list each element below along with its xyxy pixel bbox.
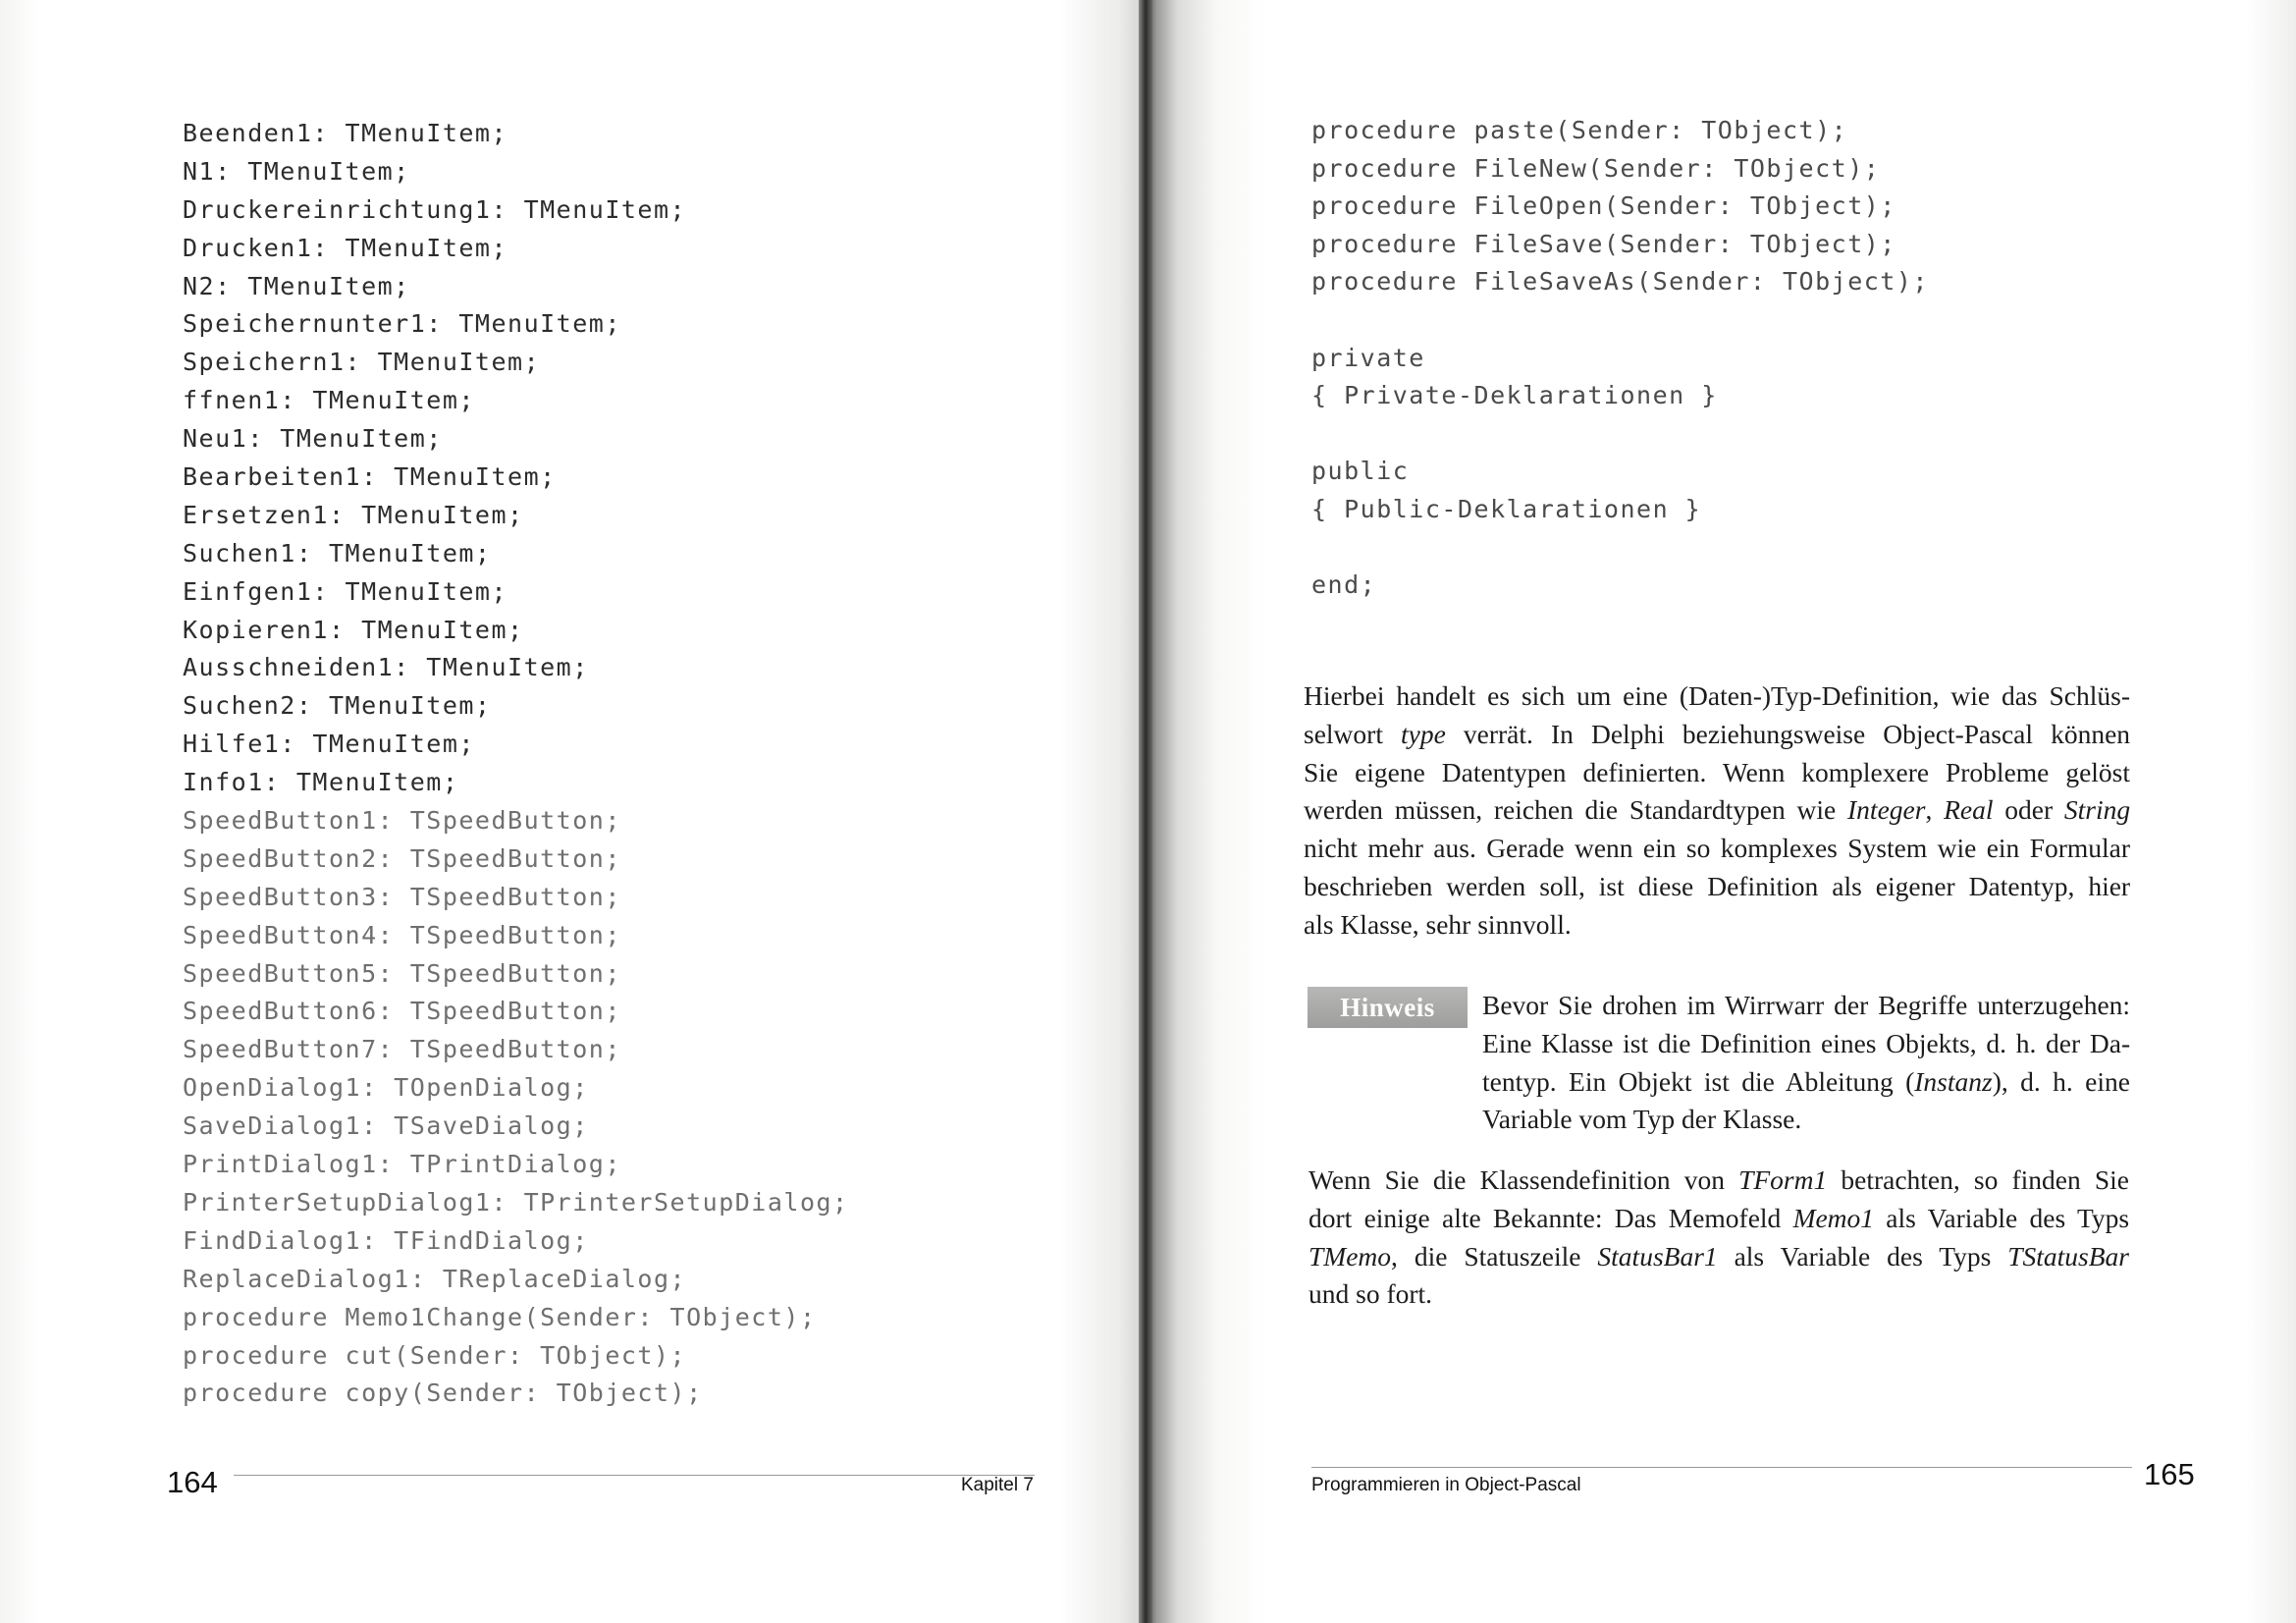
page-number-left: 164 — [167, 1465, 218, 1499]
code-line: end; — [1311, 570, 1377, 600]
paragraph-line: beschrieben werden soll, ist diese Definition als eigener Datentyp, hier — [1304, 870, 2131, 901]
paragraph-line: selwort type verrät. In Delphi beziehungsweise Object-Pascal können — [1304, 718, 2131, 749]
code-line: OpenDialog1: TOpenDialog; — [183, 1073, 589, 1103]
note-line: Eine Klasse ist die Definition eines Objekts, d. h. der Da- — [1482, 1027, 2131, 1058]
code-listing-right — [1311, 112, 1929, 605]
note-text — [1482, 987, 2130, 1139]
footer-rule-right — [1311, 1467, 2132, 1468]
code-line: ffnen1: TMenuItem; — [183, 386, 475, 415]
code-line: Speichern1: TMenuItem; — [183, 348, 541, 377]
code-line: SpeedButton2: TSpeedButton; — [183, 843, 621, 873]
code-line: Drucken1: TMenuItem; — [183, 233, 508, 262]
paragraph-line: werden müssen, reichen die Standardtypen wie Integer, Real oder String — [1304, 794, 2131, 826]
paragraph-line: als Klasse, sehr sinnvoll. — [1304, 908, 1572, 940]
code-line: Druckereinrichtung1: TMenuItem; — [183, 194, 687, 224]
code-line: Suchen1: TMenuItem; — [183, 538, 492, 568]
code-line: PrintDialog1: TPrintDialog; — [183, 1150, 621, 1179]
code-line: Info1: TMenuItem; — [183, 768, 459, 797]
code-listing-left — [183, 115, 849, 1413]
note-badge: Hinweis — [1308, 987, 1468, 1028]
code-line: procedure FileOpen(Sender: TObject); — [1311, 191, 1896, 221]
paragraph-type-definition — [1304, 677, 2130, 945]
code-line: procedure paste(Sender: TObject); — [1311, 116, 1848, 144]
code-line — [1311, 529, 1929, 568]
code-line: Bearbeiten1: TMenuItem; — [183, 462, 557, 492]
footer-rule-left — [234, 1475, 1035, 1476]
paragraph-line: nicht mehr aus. Gerade wenn ein so komplexes System wie ein Formular — [1304, 833, 2131, 864]
code-line: Neu1: TMenuItem; — [183, 424, 443, 454]
note-line: tentyp. Ein Objekt ist die Ableitung (Instanz), d. h. eine — [1482, 1065, 2130, 1097]
code-line: Kopieren1: TMenuItem; — [183, 615, 524, 644]
code-line: Hilfe1: TMenuItem; — [183, 730, 475, 759]
code-line: N1: TMenuItem; — [183, 156, 410, 186]
paragraph-line: dort einige alte Bekannte: Das Memofeld Memo1 als Variable des Typs — [1308, 1202, 2130, 1233]
code-line: Speichernunter1: TMenuItem; — [183, 309, 621, 339]
paragraph-line: Sie eigene Datentypen definierten. Wenn komplexere Probleme gelöst — [1304, 756, 2131, 787]
code-line — [1311, 301, 1929, 340]
code-line: SpeedButton5: TSpeedButton; — [183, 958, 621, 988]
paragraph-line: Hierbei handelt es sich um eine (Daten-)Typ-Definition, wie das Schlüs- — [1304, 680, 2131, 711]
running-head-left: Kapitel 7 — [961, 1475, 1034, 1495]
running-head-right: Programmieren in Object-Pascal — [1311, 1475, 1581, 1495]
book-spine — [1139, 0, 1152, 1623]
code-line: SpeedButton3: TSpeedButton; — [183, 882, 621, 911]
code-line: procedure FileNew(Sender: TObject); — [1311, 153, 1881, 183]
code-line: SaveDialog1: TSaveDialog; — [183, 1111, 589, 1141]
code-line: PrinterSetupDialog1: TPrinterSetupDialog; — [183, 1187, 849, 1217]
code-line: SpeedButton7: TSpeedButton; — [183, 1035, 621, 1064]
code-line: procedure copy(Sender: TObject); — [183, 1379, 703, 1408]
code-line: { Public-Deklarationen } — [1311, 494, 1702, 523]
code-line: ReplaceDialog1: TReplaceDialog; — [183, 1264, 687, 1293]
code-line: SpeedButton4: TSpeedButton; — [183, 920, 621, 949]
code-line — [1311, 415, 1929, 454]
code-line: Ersetzen1: TMenuItem; — [183, 500, 524, 529]
code-line: public — [1311, 457, 1410, 486]
code-line: FindDialog1: TFindDialog; — [183, 1225, 589, 1255]
paragraph-line: und so fort. — [1308, 1278, 1433, 1310]
note-line: Bevor Sie drohen im Wirrwarr der Begriffe unterzugehen: — [1482, 990, 2131, 1020]
code-line: procedure FileSaveAs(Sender: TObject); — [1311, 267, 1929, 297]
paragraph-line: Wenn Sie die Klassendefinition von TForm1 betrachten, so finden Sie — [1308, 1164, 2129, 1195]
code-line: procedure cut(Sender: TObject); — [183, 1340, 687, 1370]
page-number-right: 165 — [2144, 1457, 2195, 1491]
code-line: Ausschneiden1: TMenuItem; — [183, 653, 589, 682]
code-line: { Private-Deklarationen } — [1311, 381, 1718, 410]
code-line: SpeedButton1: TSpeedButton; — [183, 806, 621, 836]
right-page — [1148, 0, 2296, 1623]
code-line: procedure FileSave(Sender: TObject); — [1311, 229, 1896, 258]
note-line: Variable vom Typ der Klasse. — [1482, 1104, 1802, 1135]
code-line: procedure Memo1Change(Sender: TObject); — [183, 1302, 817, 1331]
code-line: private — [1311, 343, 1425, 372]
code-line: Beenden1: TMenuItem; — [183, 119, 508, 147]
code-line: Suchen2: TMenuItem; — [183, 691, 492, 721]
code-line: Einfgen1: TMenuItem; — [183, 576, 508, 606]
code-line: N2: TMenuItem; — [183, 271, 410, 300]
paragraph-class-definition — [1308, 1162, 2129, 1314]
code-line: SpeedButton6: TSpeedButton; — [183, 997, 621, 1026]
paragraph-line: TMemo, die Statuszeile StatusBar1 als Variable des Typs TStatusBar — [1308, 1240, 2129, 1271]
